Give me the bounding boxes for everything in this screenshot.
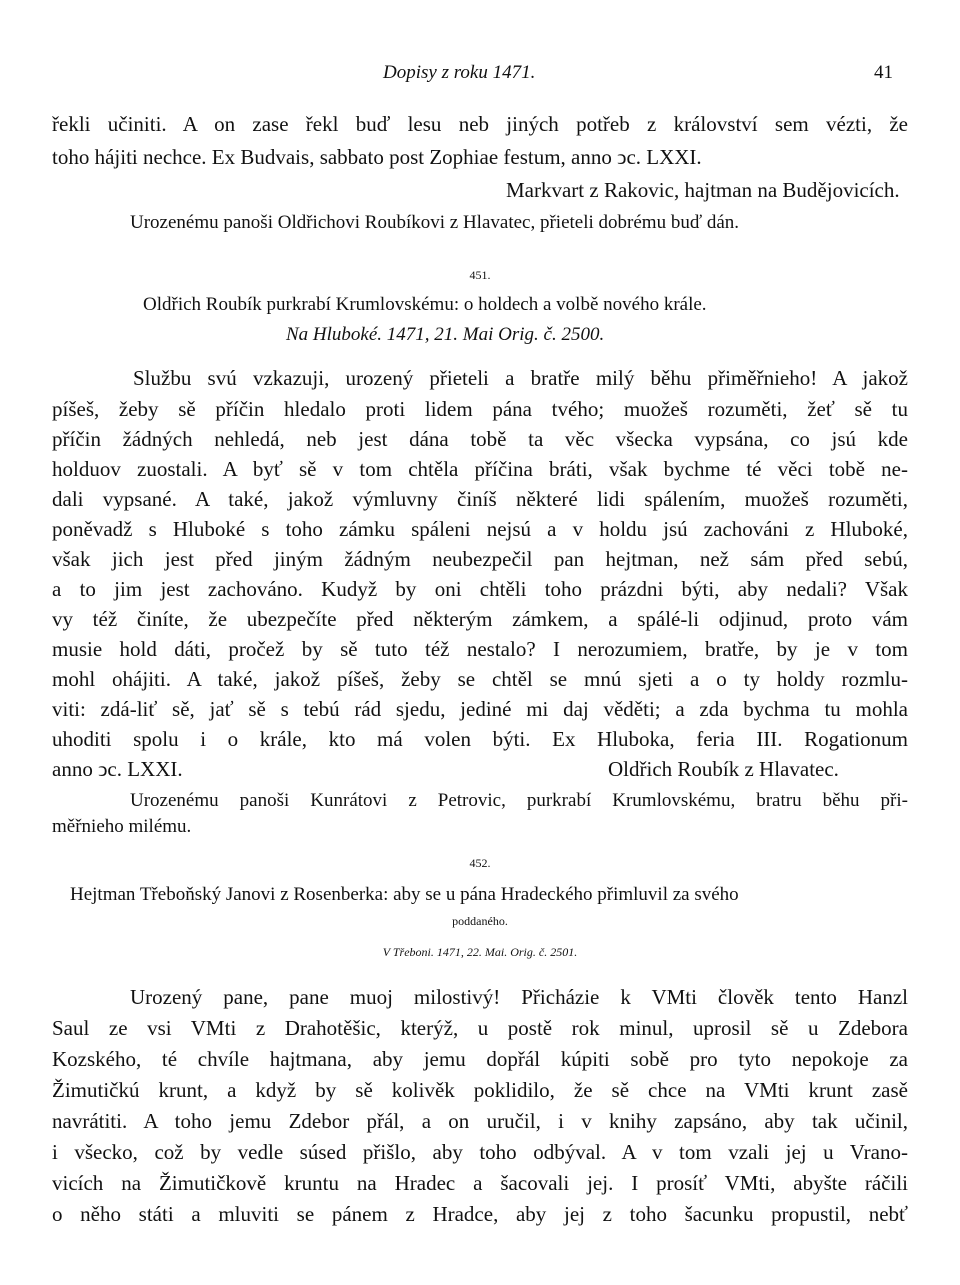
text-line: viti: zdá-liť sě, jať sě s tebú rád sjedu, jediné mi daj věděti; a zda bychma tu mohla [52, 697, 908, 721]
text-line: navrátiti. A toho jemu Zdebor přál, a on uručil, i v knihy zapsáno, aby tak učinil, [52, 1109, 908, 1133]
letter-heading: poddaného. [452, 914, 508, 928]
text-line: však jich jest před jiným žádným neubezpečil pan hejtman, než sám před sebú, [52, 547, 908, 571]
letter-heading: Oldřich Roubík purkrabí Krumlovskému: o holdech a volbě nového krále. [143, 294, 707, 315]
text-line: Saul ze vsi VMti z Drahotěšic, kterýž, u postě rok minul, uprosil sě u Zdebora [52, 1016, 908, 1040]
text-line: Urozený pane, pane muoj milostivý! Přicházie k VMti člověk tento Hanzl [130, 985, 908, 1009]
text-line: musie hold dáti, pročež by sě tuto též nestalo? I nerozumiem, bratře, by je v tom [52, 637, 908, 661]
letter-number: 451. [469, 268, 491, 282]
text-line: poněvadž s Hluboké s toho zámku spáleni nejsú a v holdu jsú zachováni z Hluboké, [52, 517, 908, 541]
address-line: měřnieho milému. [52, 816, 192, 837]
address-line: Urozenému panoši Kunrátovi z Petrovic, purkrabí Krumlovskému, bratru běhu při- [130, 790, 908, 811]
page-number: 41 [874, 62, 893, 83]
text-line: Kozského, té chvíle hajtmana, aby jemu dopřál kúpiti sobě pro tyto nepokoje za [52, 1047, 908, 1071]
text-line: mohl ohájiti. A také, jakož píšeš, žeby se chtěl se mnú sjeti a o ty holdy rozmlu- [52, 667, 908, 691]
text-line: a to jim jest zachováno. Kudyž by oni chtěli toho prázdni býti, aby nedali? Však [52, 577, 908, 601]
text-line: o něho státi a mluviti se pánem z Hradce, aby jej z toho šacunku propustil, nebť [52, 1202, 908, 1226]
text-line: píšeš, žeby sě příčin hledalo proti lidem pána tvého; muožeš rozuměti, žeť sě tu [52, 397, 908, 421]
text-line: vy též činíte, že ubezpečíte před některým zámkem, a spálé-li odjinud, proto vám [52, 607, 908, 631]
text-line: toho hájiti nechce. Ex Budvais, sabbato post Zophiae festum, anno ↄc. LXXI. [52, 145, 702, 169]
letter-number: 452. [469, 856, 491, 870]
closing-date: anno ↄc. LXXI. [52, 757, 183, 781]
text-line: holduov zuostali. A byť sě v tom chtěla příčina bráti, však bychme té věci tobě ne- [52, 457, 908, 481]
letter-heading: Hejtman Třeboňský Janovi z Rosenberka: aby se u pána Hradeckého přimluvil za svého [70, 884, 739, 905]
signature: Markvart z Rakovic, hajtman na Budějovicích. [506, 178, 900, 202]
running-title: Dopisy z roku 1471. [383, 62, 536, 83]
text-line: dali vypsané. A také, jakož výmluvny činíš některé lidi spálením, muožeš rozuměti, [52, 487, 908, 511]
letter-source: Na Hluboké. 1471, 21. Mai Orig. č. 2500. [286, 324, 605, 345]
signature: Oldřich Roubík z Hlavatec. [608, 757, 839, 781]
text-line: i všecko, což by vedle súsed přišlo, aby toho odbýval. A v tom vzali jej u Vrano- [52, 1140, 908, 1164]
text-line: Službu svú vzkazuji, urozený přieteli a bratře milý běhu přiměřnieho! A jakož [133, 366, 908, 390]
text-line: příčin žádných nehledá, neb jest dána tobě ta věc všecka vypsána, co jsú kde [52, 427, 908, 451]
letter-source: V Třeboni. 1471, 22. Mai. Orig. č. 2501. [382, 945, 578, 959]
text-line: vicích na Žimutičkově kruntu na Hradec a šacovali jej. I prosíť VMti, abyšte ráčili [52, 1171, 908, 1195]
text-line: Žimutičkú krunt, a když by sě kolivěk poklidilo, že sě chce na VMti krunt zasě [52, 1078, 908, 1102]
text-line: uhoditi spolu i o krále, kto má volen býti. Ex Hluboka, feria III. Rogationum [52, 727, 908, 751]
address-line: Urozenému panoši Oldřichovi Roubíkovi z Hlavatec, přieteli dobrému buď dán. [130, 212, 740, 233]
text-line: řekli učiniti. A on zase řekl buď lesu neb jiných potřeb z království sem vézti, že [52, 112, 908, 136]
